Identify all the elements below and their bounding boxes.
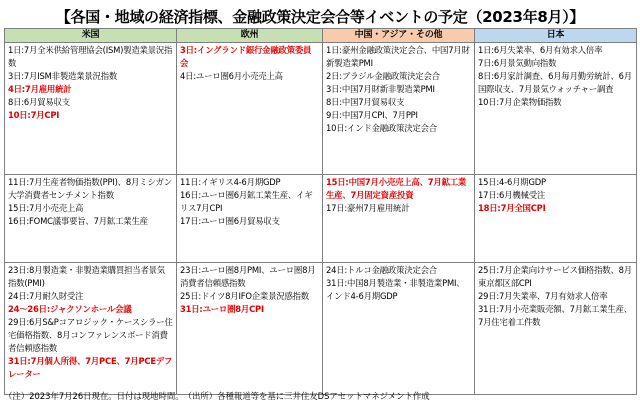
- event-schedule-table: [4, 28, 637, 395]
- event-item: 10日:7月企業物価指数: [478, 97, 562, 107]
- event-item: 1日:6月失業率、6月有効求人倍率: [478, 45, 603, 55]
- column-header-us: 米国: [5, 29, 177, 43]
- event-item-highlight: 15日:中国7月小売売上高、7月鉱工業生産、7月固定資産投資: [326, 177, 467, 200]
- event-item: 31日:中国8月製造業・非製造業PMI、インド4-6月期GDP: [326, 278, 465, 301]
- cell-us: [5, 175, 177, 263]
- table-row: [5, 263, 637, 395]
- event-item: 1日:豪州金融政策決定会合、中国7月財新製造業PMI: [326, 45, 470, 68]
- event-item: 16日:FOMC議事要旨、7月鉱工業生産: [8, 216, 148, 226]
- event-item: 25日:7月企業向けサービス価格指数、8月東京都区部CPI: [478, 265, 632, 288]
- cell-europe: [177, 43, 323, 175]
- event-item: 9日:中国7月CPI、7月PPI: [326, 110, 418, 120]
- column-header-japan: 日本: [475, 29, 637, 43]
- event-item: 4日:ユーロ圏6月小売売上高: [180, 71, 283, 81]
- event-item-highlight: 18日:7月全国CPI: [478, 203, 546, 213]
- header-row: [5, 29, 637, 43]
- page-title: 【各国・地域の経済指標、金融政策決定会合等イベントの予定（2023年8月）】: [55, 8, 585, 26]
- cell-europe: [177, 175, 323, 263]
- cell-us: [5, 43, 177, 175]
- cell-asia: [323, 263, 475, 395]
- cell-europe: [177, 263, 323, 395]
- event-item: 8日:6月家計調査、6月毎月勤労統計、6月国際収支、7月景気ウォッチャー調査: [478, 71, 632, 94]
- cell-japan: [475, 263, 637, 395]
- event-item: 24日:7月耐久財受注: [8, 291, 84, 301]
- event-item: 7日:6月景気動向指数: [478, 58, 557, 68]
- cell-japan: [475, 175, 637, 263]
- event-item: 2日:ブラジル金融政策決定会合: [326, 71, 440, 81]
- event-item: 23日:ユーロ圏8月PMI、ユーロ圏8月消費者信頼感指数: [180, 265, 316, 288]
- event-item: 3日:7月ISM非製造業景況指数: [8, 71, 118, 81]
- cell-us: [5, 263, 177, 395]
- column-header-asia: 中国・アジア・その他: [323, 29, 475, 43]
- cell-japan: [475, 43, 637, 175]
- event-item: 31日:7月小売業販売額、7月鉱工業生産、7月住宅着工件数: [478, 304, 632, 327]
- event-item-highlight: 31日:ユーロ圏8月CPI: [180, 304, 264, 314]
- event-item-highlight: 31日:7月個人所得、7月PCE、7月PCEデフレーター: [8, 356, 173, 379]
- event-item: 17日:ユーロ圏6月貿易収支: [180, 216, 280, 226]
- event-item: 15日:4-6月期GDP: [478, 177, 546, 187]
- event-item-highlight: 10日:7月CPI: [8, 110, 60, 120]
- event-item: 8日:6月貿易収支: [8, 97, 70, 107]
- event-item: 1日:7月全米供給管理協会(ISM)製造業景況指数: [8, 45, 173, 68]
- event-item: 15日:7月小売売上高: [8, 203, 84, 213]
- column-header-europe: 欧州: [177, 29, 323, 43]
- event-item: 11日:イギリス4-6月期GDP: [180, 177, 281, 187]
- event-item: 10日:インド金融政策決定会合: [326, 123, 437, 133]
- event-item: 16日:ユーロ圏6月鉱工業生産、イギリス7月CPI: [180, 190, 313, 213]
- cell-asia: [323, 175, 475, 263]
- event-item-highlight: 4日:7月雇用統計: [8, 84, 72, 94]
- event-item: 3日:中国7月財新非製造業PMI: [326, 84, 435, 94]
- footnote: （注）2023年7月26日現在。日付は現地時間。 （出所）各種報道等を基に三井住友DSアセットマネジメント作成: [4, 391, 430, 401]
- event-item: 29日:7月失業率、7月有効求人倍率: [478, 291, 608, 301]
- event-item: 17日:6月機械受注: [478, 190, 546, 200]
- event-item: 17日:豪州7月雇用統計: [326, 203, 410, 213]
- event-item: 11日:7月生産者物価指数(PPI)、8月ミシガン大学消費者センチメント指数: [8, 177, 172, 200]
- table-row: [5, 43, 637, 175]
- event-item-highlight: 24〜26日:ジャクソンホール会議: [8, 304, 132, 314]
- event-item: 29日:6月S&Pコアロジック・ケースシラー住宅価格指数、8月コンファレンスボード消費者信頼感指数: [8, 317, 173, 353]
- event-item: 25日:ドイツ8月IFO企業景況感指数: [180, 291, 309, 301]
- event-item: 24日:トルコ金融政策決定会合: [326, 265, 437, 275]
- table-row: [5, 175, 637, 263]
- event-item: 8日:中国7月貿易収支: [326, 97, 405, 107]
- event-item: 23日:8月製造業・非製造業購買担当者景気指数(PMI): [8, 265, 165, 288]
- event-item-highlight: 3日:イングランド銀行金融政策委員会: [180, 45, 312, 68]
- cell-asia: [323, 43, 475, 175]
